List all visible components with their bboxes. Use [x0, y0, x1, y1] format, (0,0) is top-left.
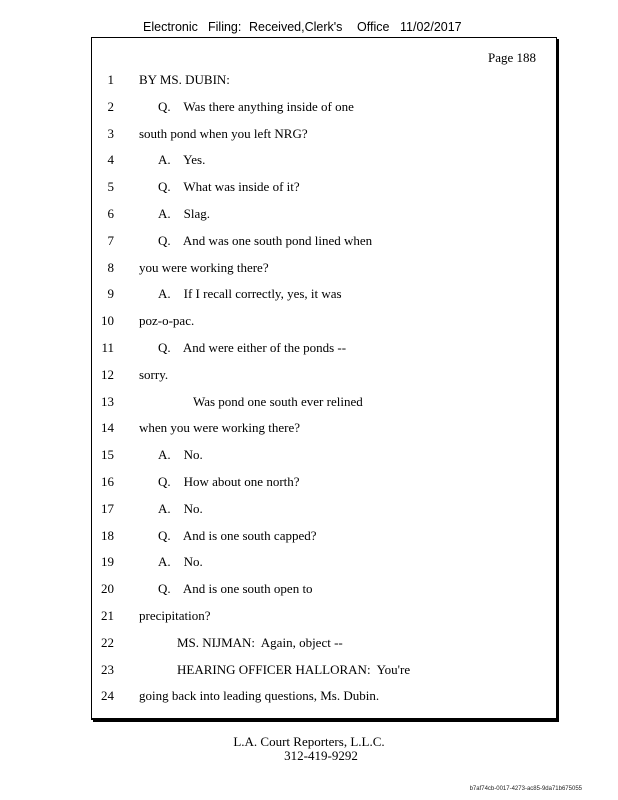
transcript-line: [92, 365, 552, 385]
line-number: 20: [101, 581, 114, 597]
line-text: Q. How about one north?: [158, 474, 300, 489]
line-text: Was pond one south ever relined: [193, 393, 363, 409]
line-text: Q. And is one south open to: [158, 581, 313, 597]
document-hash: b7af74cb-0017-4273-ac85-9da71b675055: [469, 786, 582, 792]
line-number: 1: [107, 72, 114, 87]
line-number: 5: [107, 179, 114, 195]
line-number: 7: [107, 232, 114, 248]
transcript-line: [92, 258, 552, 278]
transcript-line: [92, 311, 552, 331]
reporter-phone: 312-419-9292: [284, 748, 358, 763]
transcript-line: [92, 204, 552, 224]
line-text: HEARING OFFICER HALLORAN: You're: [177, 661, 411, 677]
line-number: 16: [101, 474, 114, 489]
transcript-line: [92, 150, 552, 170]
line-number: 14: [101, 420, 114, 436]
line-text: sorry.: [139, 366, 169, 382]
page-number: Page 188: [487, 50, 536, 65]
line-number: 11: [101, 340, 114, 355]
transcript-line: [92, 660, 552, 680]
line-text: A. No.: [158, 500, 203, 516]
line-text: MS. NIJMAN: Again, object --: [177, 634, 343, 650]
line-text: BY MS. DUBIN:: [139, 72, 230, 87]
line-number: 4: [107, 152, 114, 168]
line-number: 3: [107, 125, 114, 141]
line-text: poz-o-pac.: [139, 313, 195, 329]
transcript-line: [92, 124, 552, 144]
transcript-line: [92, 392, 552, 412]
transcript-line: [92, 418, 552, 438]
transcript-line: [92, 579, 552, 599]
header-date: 11/02/2017: [400, 20, 462, 34]
line-text: A. If I recall correctly, yes, it was: [158, 286, 342, 302]
line-text: going back into leading questions, Ms. Dubin.: [139, 688, 380, 704]
line-text: Q. And was one south pond lined when: [158, 232, 373, 248]
line-text: A. Slag.: [158, 206, 210, 221]
line-text: A. Yes.: [158, 152, 206, 168]
transcript-line: [92, 472, 552, 492]
line-text: you were working there?: [139, 259, 269, 275]
header-word-received: Received,Clerk's: [249, 20, 343, 34]
transcript-line: [92, 70, 552, 90]
line-text: A. No.: [158, 554, 203, 570]
transcript-line: [92, 686, 552, 706]
transcript-line: [92, 231, 552, 251]
transcript-line: [92, 338, 552, 358]
transcript-line: [92, 177, 552, 197]
line-number: 9: [107, 286, 114, 302]
line-number: 22: [101, 634, 114, 650]
transcript-line: [92, 97, 552, 117]
reporter-company: L.A. Court Reporters, L.L.C.: [233, 734, 385, 749]
line-number: 2: [107, 98, 114, 114]
line-number: 8: [107, 259, 114, 275]
header-word-office: Office: [357, 20, 390, 34]
line-text: south pond when you left NRG?: [139, 125, 308, 141]
header-word-electronic: Electronic: [143, 20, 198, 34]
line-number: 17: [101, 500, 114, 516]
filing-stamp-header: [0, 20, 618, 38]
transcript-line: [92, 606, 552, 626]
line-number: 13: [101, 393, 114, 409]
line-text: A. No.: [158, 447, 203, 463]
transcript-line: [92, 499, 552, 519]
transcript-page-frame: [91, 37, 557, 720]
line-text: Q. And is one south capped?: [158, 527, 317, 543]
transcript-line: [92, 526, 552, 546]
line-number: 6: [107, 206, 114, 221]
transcript-line: [92, 552, 552, 572]
line-number: 24: [101, 688, 114, 704]
line-text: Q. And were either of the ponds --: [158, 340, 347, 355]
line-number: 21: [101, 608, 114, 623]
transcript-line: [92, 633, 552, 653]
line-text: Q. What was inside of it?: [158, 179, 300, 195]
line-text: when you were working there?: [139, 420, 300, 436]
transcript-line: [92, 284, 552, 304]
line-number: 18: [101, 527, 114, 543]
header-word-filing: Filing:: [208, 20, 242, 34]
line-number: 15: [101, 447, 114, 463]
line-number: 19: [101, 554, 114, 570]
line-text: Q. Was there anything inside of one: [158, 98, 354, 114]
line-number: 10: [101, 313, 114, 329]
line-number: 23: [101, 661, 114, 677]
line-text: precipitation?: [139, 608, 211, 623]
transcript-line: [92, 445, 552, 465]
line-number: 12: [101, 366, 114, 382]
